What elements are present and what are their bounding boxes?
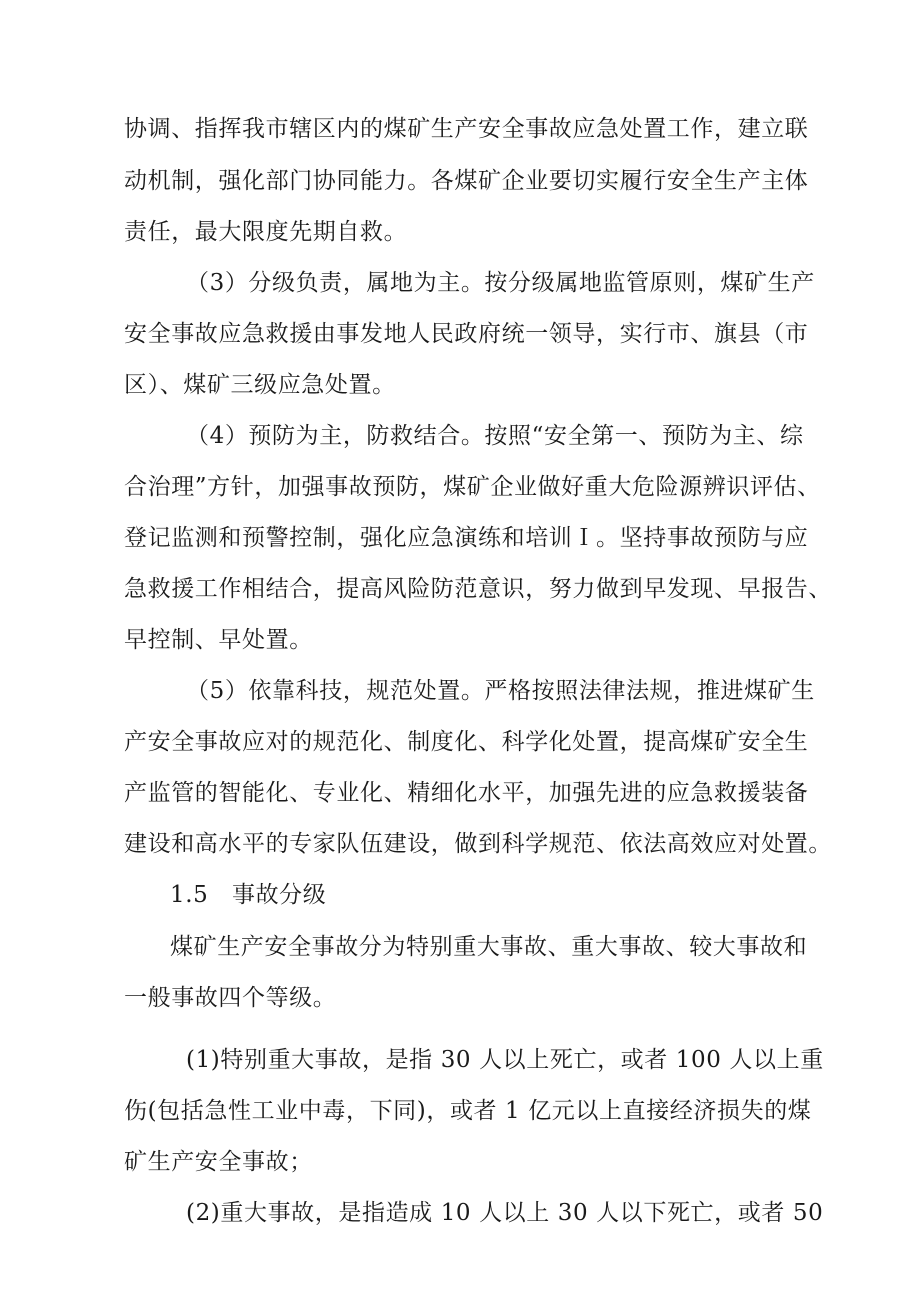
paragraph-start-line: (2)重大事故，是指造成 10 人以上 30 人以下死亡，或者 50 [186,1200,824,1226]
text-line: 建设和高水平的专家队伍建设，做到科学规范、依法高效应对处置。 [124,831,832,857]
text-line: 产安全事故应对的规范化、制度化、科学化处置，提高煤矿安全生 [124,729,809,755]
paragraph-start-line: (1)特别重大事故，是指 30 人以上死亡，或者 100 人以上重 [186,1047,824,1073]
paragraph-start-line: 煤矿生产安全事故分为特别重大事故、重大事故、较大事故和 [170,934,808,960]
paragraph-start-line: （3）分级负责，属地为主。按分级属地监管原则，煤矿生产 [186,270,815,296]
text-line: 动机制，强化部门协同能力。各煤矿企业要切实履行安全生产主体 [124,168,809,194]
text-line: 伤(包括急性工业中毒，下同)，或者 1 亿元以上直接经济损失的煤 [124,1098,812,1124]
section-heading: 1.5 事故分级 [170,882,327,908]
text-line: 早控制、早处置。 [124,627,313,653]
text-line: 产监管的智能化、专业化、精细化水平，加强先进的应急救援装备 [124,780,809,806]
text-line: 协调、指挥我市辖区内的煤矿生产安全事故应急处置工作，建立联 [124,116,809,142]
text-line: 区）、煤矿三级应急处置。 [124,372,396,398]
text-line: 矿生产安全事故； [124,1149,313,1175]
text-line: 一般事故四个等级。 [124,985,337,1011]
text-line: 登记监测和预警控制，强化应急演练和培训Ｉ。坚持事故预防与应 [124,525,809,551]
paragraph-start-line: （5）依靠科技，规范处置。严格按照法律法规，推进煤矿生 [186,678,815,704]
paragraph-start-line: （4）预防为主，防救结合。按照“安全第一、预防为主、综 [186,423,804,449]
text-line: 合治理”方针，加强事故预防，煤矿企业做好重大危险源辨识评估、 [124,474,821,500]
text-line: 急救援工作相结合，提高风险防范意识，努力做到早发现、早报告、 [124,576,832,602]
text-line: 责任，最大限度先期自救。 [124,219,408,245]
text-line: 安全事故应急救援由事发地人民政府统一领导，实行市、旗县（市 [124,321,809,347]
